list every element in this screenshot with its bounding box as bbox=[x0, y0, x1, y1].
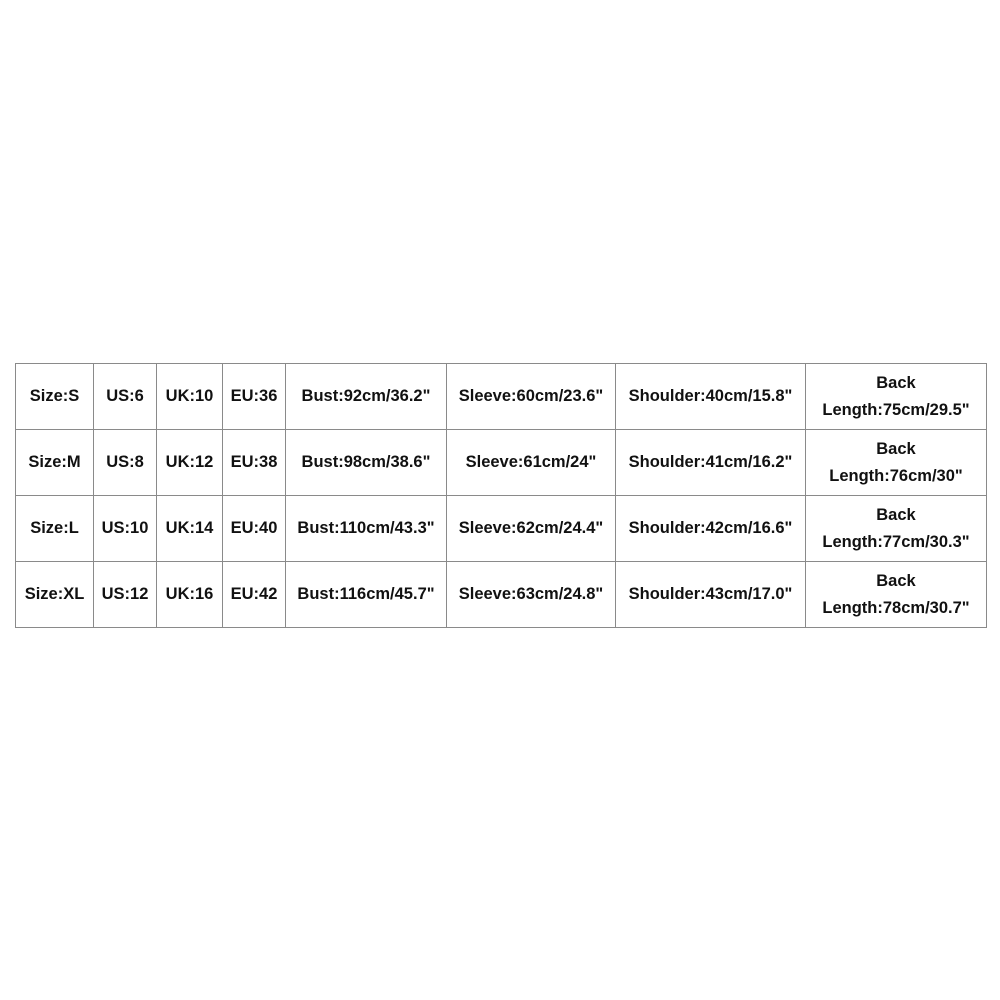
bust-cell: Bust:92cm/36.2" bbox=[286, 364, 447, 430]
back-length-cell bbox=[806, 364, 987, 430]
us-size-cell: US:10 bbox=[94, 496, 157, 562]
size-chart-table bbox=[15, 363, 987, 628]
shoulder-cell: Shoulder:42cm/16.6" bbox=[616, 496, 806, 562]
back-length-value: Length:76cm/30" bbox=[829, 466, 963, 485]
shoulder-cell: Shoulder:40cm/15.8" bbox=[616, 364, 806, 430]
eu-size-cell: EU:40 bbox=[223, 496, 286, 562]
size-cell: Size:S bbox=[16, 364, 94, 430]
eu-size-cell: EU:38 bbox=[223, 430, 286, 496]
uk-size-cell: UK:10 bbox=[157, 364, 223, 430]
size-cell: Size:XL bbox=[16, 562, 94, 628]
table-row bbox=[16, 496, 987, 562]
us-size-cell: US:8 bbox=[94, 430, 157, 496]
sleeve-cell: Sleeve:62cm/24.4" bbox=[447, 496, 616, 562]
back-length-label: Back bbox=[876, 571, 916, 590]
back-length-label: Back bbox=[876, 505, 916, 524]
table-row bbox=[16, 562, 987, 628]
sleeve-cell: Sleeve:61cm/24" bbox=[447, 430, 616, 496]
eu-size-cell: EU:36 bbox=[223, 364, 286, 430]
sleeve-cell: Sleeve:60cm/23.6" bbox=[447, 364, 616, 430]
size-cell: Size:M bbox=[16, 430, 94, 496]
back-length-cell bbox=[806, 430, 987, 496]
back-length-label: Back bbox=[876, 373, 916, 392]
bust-cell: Bust:116cm/45.7" bbox=[286, 562, 447, 628]
bust-cell: Bust:98cm/38.6" bbox=[286, 430, 447, 496]
back-length-value: Length:77cm/30.3" bbox=[822, 532, 970, 551]
uk-size-cell: UK:14 bbox=[157, 496, 223, 562]
table-row bbox=[16, 364, 987, 430]
us-size-cell: US:6 bbox=[94, 364, 157, 430]
eu-size-cell: EU:42 bbox=[223, 562, 286, 628]
back-length-cell bbox=[806, 562, 987, 628]
back-length-value: Length:75cm/29.5" bbox=[822, 400, 970, 419]
uk-size-cell: UK:16 bbox=[157, 562, 223, 628]
size-cell: Size:L bbox=[16, 496, 94, 562]
table-row bbox=[16, 430, 987, 496]
bust-cell: Bust:110cm/43.3" bbox=[286, 496, 447, 562]
shoulder-cell: Shoulder:41cm/16.2" bbox=[616, 430, 806, 496]
uk-size-cell: UK:12 bbox=[157, 430, 223, 496]
back-length-label: Back bbox=[876, 439, 916, 458]
sleeve-cell: Sleeve:63cm/24.8" bbox=[447, 562, 616, 628]
shoulder-cell: Shoulder:43cm/17.0" bbox=[616, 562, 806, 628]
back-length-cell bbox=[806, 496, 987, 562]
back-length-value: Length:78cm/30.7" bbox=[822, 598, 970, 617]
us-size-cell: US:12 bbox=[94, 562, 157, 628]
